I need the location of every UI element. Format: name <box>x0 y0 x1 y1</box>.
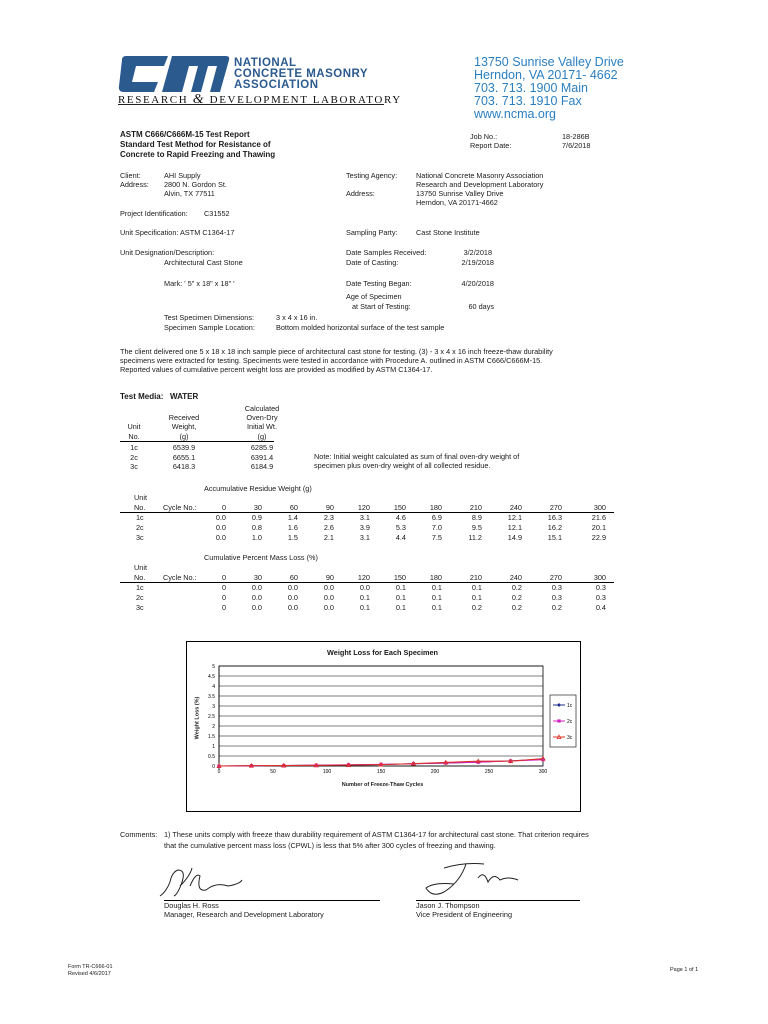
massloss-cell: 0.0 <box>287 603 298 612</box>
header-website[interactable]: www.ncma.org <box>474 107 556 121</box>
chart-x-tick-label: 150 <box>376 769 386 775</box>
massloss-cell: 0.1 <box>395 593 406 602</box>
project-label: Project Identification: <box>120 209 188 218</box>
residue-cell: 1.4 <box>287 513 298 522</box>
narrative-line1: The client delivered one 5 x 18 x 18 inch sample piece of architectural cast stone for testing. (3) - 3 x 4 x 16 inch freeze-thaw durability <box>120 347 553 356</box>
massloss-row-unit: 2c <box>136 593 144 602</box>
massloss-cell: 0.1 <box>359 593 370 602</box>
lab-name-part2: DEVELOPMENT LABORATORY <box>209 94 402 106</box>
massloss-title: Cumulative Percent Mass Loss (%) <box>204 553 318 562</box>
recv-header1: Received <box>168 413 200 422</box>
job-no-value: 18-286B <box>562 132 590 141</box>
massloss-cell: 0.0 <box>323 583 334 592</box>
header-address2: Herndon, VA 20171- 4662 <box>474 68 618 82</box>
designation-label: Unit Designation/Description: <box>120 248 215 257</box>
left-signer-name: Douglas H. Ross <box>164 901 219 910</box>
chart-y-tick-label: 3 <box>212 703 215 710</box>
agency-value1: National Concrete Masonry Association <box>416 171 544 180</box>
age-label2: at Start of Testing: <box>352 302 411 311</box>
calc-header4: (g) <box>257 432 267 441</box>
media-header-rule <box>120 441 274 442</box>
chart-title: Weight Loss for Each Specimen <box>327 648 438 657</box>
massloss-cell: 0.1 <box>431 583 442 592</box>
residue-cell: 7.5 <box>431 533 442 542</box>
unit-header2: No. <box>128 432 140 441</box>
residue-cell: 16.3 <box>547 513 562 522</box>
unit-header1: Unit <box>127 422 141 431</box>
received-label: Date Samples Received: <box>346 248 427 257</box>
chart-y-tick-label: 0 <box>212 763 215 770</box>
header-address1: 13750 Sunrise Valley Drive <box>474 55 624 69</box>
massloss-cell: 0.3 <box>551 583 562 592</box>
agency-address2: Herndon, VA 20171-4662 <box>416 198 498 207</box>
massloss-cycle-label: Cycle No.: <box>163 573 197 582</box>
residue-cell: 3.1 <box>359 513 370 522</box>
residue-cell: 0.9 <box>251 513 262 522</box>
massloss-cell: 0.2 <box>471 603 482 612</box>
massloss-cell: 0.2 <box>511 593 522 602</box>
job-no-label: Job No.: <box>470 132 498 141</box>
massloss-cell: 0.2 <box>511 603 522 612</box>
test-media-value: WATER <box>170 392 199 401</box>
chart-x-tick-label: 100 <box>322 769 332 775</box>
chart-legend-label-2c: 2c <box>567 718 573 725</box>
residue-cell: 11.2 <box>468 533 482 542</box>
location-label: Specimen Sample Location: <box>164 323 255 332</box>
residue-cell: 4.6 <box>395 513 406 522</box>
massloss-cell: 0.0 <box>287 593 298 602</box>
residue-cell: 8.9 <box>471 513 482 522</box>
residue-cell: 21.6 <box>591 513 606 522</box>
residue-cycle-header: 0 <box>221 503 226 512</box>
letterhead-rule <box>118 104 384 105</box>
massloss-cell: 0.0 <box>323 603 334 612</box>
comments-line2: that the cumulative percent mass loss (CPWL) is less that 5% after 300 cycles of freezing and thawing. <box>164 841 496 850</box>
footer-page-number: Page 1 of 1 <box>670 967 699 973</box>
signature-thompson-icon <box>414 858 524 900</box>
lab-name <box>118 90 402 108</box>
chart-y-tick-label: 5 <box>212 663 215 670</box>
media-received-1: 6539.9 <box>172 443 196 452</box>
massloss-cycle-header: 270 <box>549 573 562 582</box>
residue-cell: 12.1 <box>507 523 522 532</box>
massloss-cell: 0.2 <box>551 603 562 612</box>
client-address1: 2800 N. Gordon St. <box>164 180 227 189</box>
media-initial-1: 6285.9 <box>250 443 274 452</box>
ncma-logo-icon <box>118 54 230 94</box>
chart-y-tick-label: 2.5 <box>208 713 215 720</box>
report-title: ASTM C666/C666M-15 Test Report <box>120 130 250 139</box>
chart-legend-label-3c: 3c <box>567 734 573 741</box>
massloss-cell: 0.2 <box>511 583 522 592</box>
chart-y-axis-label: Weight Loss (%) <box>194 696 201 740</box>
recv-header2: Weight, <box>171 422 197 431</box>
report-date-value: 7/6/2018 <box>562 141 591 150</box>
massloss-cycle-header: 240 <box>509 573 522 582</box>
footer-revised: Revised 4/6/2017 <box>68 971 111 977</box>
residue-cell: 0.0 <box>215 523 226 532</box>
residue-cell: 5.3 <box>395 523 406 532</box>
chart-y-tick-label: 2 <box>212 723 215 730</box>
project-value: C31552 <box>204 209 230 218</box>
massloss-cell: 0.1 <box>359 603 370 612</box>
signature-ross-icon <box>156 862 246 902</box>
residue-cell: 9.5 <box>471 523 482 532</box>
note-line2: specimen plus oven-dry weight of all collected residue. <box>314 461 491 470</box>
massloss-cycle-header: 60 <box>289 573 298 582</box>
massloss-cell: 0.1 <box>471 593 482 602</box>
residue-cell: 20.1 <box>591 523 606 532</box>
residue-cycle-header: 240 <box>509 503 522 512</box>
report-subtitle2: Concrete to Rapid Freezing and Thawing <box>120 150 276 159</box>
massloss-cell: 0.3 <box>551 593 562 602</box>
client-value: AHI Supply <box>164 171 201 180</box>
header-fax: 703. 713. 1910 Fax <box>474 94 582 108</box>
chart-x-axis-label: Number of Freeze-Thaw Cycles <box>341 782 424 788</box>
residue-cell: 7.0 <box>431 523 442 532</box>
media-initial-2: 6391.4 <box>250 453 274 462</box>
residue-cell: 6.9 <box>431 513 442 522</box>
massloss-cell: 0.0 <box>359 583 370 592</box>
dims-value: 3 x 4 x 16 in. <box>276 313 318 322</box>
calc-header3: Initial Wt. <box>246 422 277 431</box>
residue-cell: 16.2 <box>547 523 562 532</box>
residue-cell: 3.1 <box>359 533 370 542</box>
massloss-cell: 0.1 <box>431 593 442 602</box>
residue-cell: 0.0 <box>215 533 226 542</box>
residue-row-unit: 3c <box>136 533 144 542</box>
chart-x-tick-label: 200 <box>430 769 440 775</box>
residue-no-label: No. <box>134 503 146 512</box>
residue-cell: 1.0 <box>251 533 262 542</box>
org-name-line3: ASSOCIATION <box>234 79 319 91</box>
chart-legend-marker-2c <box>557 719 560 722</box>
residue-cell: 4.4 <box>395 533 406 542</box>
residue-cell: 0.0 <box>215 513 226 522</box>
massloss-cell: 0.4 <box>595 603 606 612</box>
right-signer-title: Vice President of Engineering <box>416 910 513 919</box>
client-address2: Alvin, TX 77511 <box>164 189 215 198</box>
massloss-cell: 0.0 <box>287 583 298 592</box>
media-unit-3: 3c <box>130 462 138 471</box>
residue-cell: 22.9 <box>591 533 606 542</box>
massloss-cell: 0 <box>221 603 226 612</box>
residue-title: Accumulative Residue Weight (g) <box>204 484 312 493</box>
org-name-line1: NATIONAL <box>234 57 297 69</box>
residue-cell: 3.9 <box>359 523 370 532</box>
residue-cycle-header: 60 <box>289 503 298 512</box>
residue-cycle-header: 150 <box>393 503 406 512</box>
agency-value2: Research and Development Laboratory <box>416 180 544 189</box>
chart-y-tick-label: 4 <box>212 683 215 690</box>
massloss-cell: 0.0 <box>251 583 262 592</box>
media-initial-3: 6184.9 <box>250 462 274 471</box>
calc-header1: Calculated <box>244 404 280 413</box>
chart-x-tick-label: 0 <box>217 769 221 775</box>
residue-cell: 15.1 <box>547 533 562 542</box>
massloss-cell: 0.1 <box>395 603 406 612</box>
testing-label: Date Testing Began: <box>346 279 412 288</box>
massloss-unit-label: Unit <box>134 563 147 572</box>
residue-cycle-header: 90 <box>325 503 334 512</box>
media-received-2: 6655.1 <box>172 453 196 462</box>
massloss-cycle-header: 150 <box>393 573 406 582</box>
unit-spec: Unit Specification: ASTM C1364-17 <box>120 228 235 237</box>
residue-row-unit: 2c <box>136 523 144 532</box>
age-label1: Age of Specimen <box>346 292 402 301</box>
massloss-cell: 0.0 <box>323 593 334 602</box>
calc-header2: Oven-Dry <box>246 413 278 422</box>
massloss-cell: 0.0 <box>251 603 262 612</box>
received-value: 3/2/2018 <box>463 248 492 257</box>
chart-y-tick-label: 0.5 <box>208 753 215 760</box>
massloss-cell: 0.1 <box>395 583 406 592</box>
chart-legend-label-1c: 1c <box>567 702 573 709</box>
lab-name-ampersand: & <box>192 92 206 107</box>
age-value: 60 days <box>468 302 494 311</box>
report-subtitle1: Standard Test Method for Resistance of <box>120 140 271 149</box>
massloss-no-label: No. <box>134 573 146 582</box>
agency-label: Testing Agency: <box>346 171 398 180</box>
client-address-label: Address: <box>120 180 149 189</box>
residue-unit-label: Unit <box>134 493 147 502</box>
media-unit-1: 1c <box>130 443 138 452</box>
note-line1: Note: Initial weight calculated as sum of final oven-dry weight of <box>314 452 520 461</box>
org-name-line2: CONCRETE MASONRY <box>234 68 369 80</box>
residue-cycle-header: 120 <box>357 503 370 512</box>
client-label: Client: <box>120 171 141 180</box>
chart-y-tick-label: 3.5 <box>208 693 215 700</box>
narrative-line2: specimens were extracted for testing. Speciments were tested in accordance with Procedure A. outlined in ASTM C666/C666M-15. <box>120 356 543 365</box>
chart-y-tick-label: 4.5 <box>208 673 215 680</box>
media-unit-2: 2c <box>130 453 138 462</box>
massloss-cycle-header: 0 <box>221 573 226 582</box>
right-signer-name: Jason J. Thompson <box>416 901 480 910</box>
chart-y-tick-label: 1.5 <box>208 733 215 740</box>
chart-x-tick-label: 300 <box>538 769 548 775</box>
residue-cell: 1.6 <box>287 523 298 532</box>
massloss-row-unit: 1c <box>136 583 144 592</box>
sampling-value: Cast Stone Institute <box>416 228 480 237</box>
residue-row-unit: 1c <box>136 513 144 522</box>
dims-label: Test Specimen Dimensions: <box>164 313 255 322</box>
massloss-row-unit: 3c <box>136 603 144 612</box>
massloss-cycle-header: 210 <box>469 573 482 582</box>
massloss-cell: 0.0 <box>251 593 262 602</box>
chart-x-tick-label: 50 <box>270 769 276 775</box>
casting-value: 2/19/2018 <box>461 258 494 267</box>
comments-label: Comments: <box>120 830 158 839</box>
agency-address1: 13750 Sunrise Valley Drive <box>416 189 504 198</box>
narrative-line3: Reported values of cumulative percent weight loss are provided as modified by ASTM C1364-17. <box>120 365 433 374</box>
residue-cell: 12.1 <box>507 513 522 522</box>
residue-cycle-header: 300 <box>593 503 606 512</box>
media-received-3: 6418.3 <box>172 462 196 471</box>
residue-cycle-header: 180 <box>429 503 442 512</box>
residue-cell: 14.9 <box>507 533 522 542</box>
residue-cycle-header: 210 <box>469 503 482 512</box>
massloss-cell: 0.3 <box>595 583 606 592</box>
massloss-cell: 0.1 <box>471 583 482 592</box>
massloss-cycle-header: 300 <box>593 573 606 582</box>
residue-cycle-label: Cycle No.: <box>163 503 197 512</box>
sampling-label: Sampling Party: <box>346 228 398 237</box>
footer-form-id: Form TR-C666-01 <box>68 964 113 970</box>
test-media-label: Test Media: <box>120 392 164 401</box>
massloss-cell: 0 <box>221 593 226 602</box>
chart-y-tick-label: 1 <box>212 743 215 750</box>
agency-address-label: Address: <box>346 189 375 198</box>
header-phone: 703. 713. 1900 Main <box>474 81 588 95</box>
residue-cycle-header: 270 <box>549 503 562 512</box>
residue-cell: 0.8 <box>251 523 262 532</box>
residue-cell: 2.1 <box>323 533 334 542</box>
massloss-cycle-header: 90 <box>325 573 334 582</box>
massloss-cycle-header: 120 <box>357 573 370 582</box>
massloss-cell: 0.1 <box>431 603 442 612</box>
massloss-cell: 0 <box>221 583 226 592</box>
location-value: Bottom molded horizontal surface of the test sample <box>276 323 445 332</box>
mark-value: Mark: ' 5" x 18" x 18" ' <box>164 279 235 288</box>
designation-value: Architectural Cast Stone <box>164 258 243 267</box>
comments-line1: 1) These units comply with freeze thaw durability requirement of ASTM C1364-17 for architectural cast stone. That criterion requires <box>164 830 589 839</box>
massloss-cell: 0.3 <box>595 593 606 602</box>
casting-label: Date of Casting: <box>346 258 399 267</box>
left-signer-title: Manager, Research and Development Laboratory <box>164 910 324 919</box>
report-date-label: Report Date: <box>470 141 512 150</box>
residue-cell: 2.3 <box>323 513 334 522</box>
massloss-cycle-header: 30 <box>253 573 262 582</box>
residue-cell: 2.6 <box>323 523 334 532</box>
chart-x-tick-label: 250 <box>484 769 494 775</box>
recv-header3: (g) <box>179 432 189 441</box>
residue-cycle-header: 30 <box>253 503 262 512</box>
testing-value: 4/20/2018 <box>461 279 494 288</box>
massloss-cycle-header: 180 <box>429 573 442 582</box>
residue-cell: 1.5 <box>287 533 298 542</box>
lab-name-part1: RESEARCH <box>118 94 189 106</box>
